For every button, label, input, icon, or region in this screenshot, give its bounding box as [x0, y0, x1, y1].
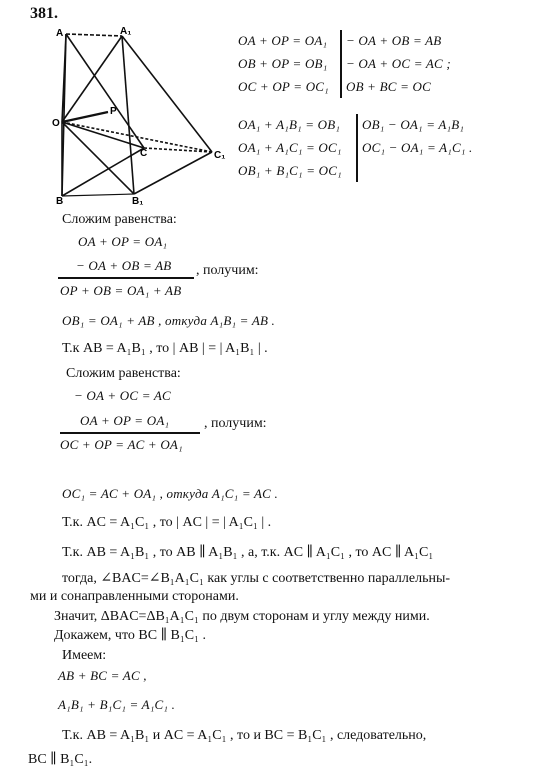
line-tk-1: Т.к AB = A₁B₁ , то | AB | = | A₁B₁ | . — [62, 341, 268, 356]
label-C: C — [140, 148, 148, 159]
mid-right-eq-1: OB₁ − OA₁ = A₁B₁ — [362, 117, 465, 132]
line-oc1: OC₁ = AC + OA₁ , откуда A₁C₁ = AC . — [62, 486, 278, 501]
line-znachit: Значит, ΔBAC=ΔB₁A₁C₁ по двум сторонам и углу между ними. — [54, 609, 430, 624]
label-C1: C₁ — [214, 150, 226, 161]
line-togda-1: тогда, ∠BAC=∠B₁A₁C₁ как углы с соответственно параллельны- — [62, 571, 451, 586]
add2-eq-2: OA + OP = OA₁ — [80, 413, 170, 428]
top-system-bar — [340, 30, 342, 98]
mid-system-bar — [356, 114, 358, 182]
add2-suffix: , получим: — [204, 416, 267, 431]
add1-suffix: , получим: — [196, 263, 259, 278]
line-final-2: BC ∥ B₁C₁. — [28, 752, 93, 767]
add2-sum-line — [60, 432, 200, 434]
add1-eq-2: − OA + OB = AB — [76, 258, 172, 273]
line-imeem: Имеем: — [62, 648, 107, 663]
label-B1: B₁ — [132, 196, 144, 207]
add1-eq-1: OA + OP = OA₁ — [78, 234, 168, 249]
line-ob1: OB₁ = OA₁ + AB , откуда A₁B₁ = AB . — [62, 313, 276, 328]
line-tk-3: Т.к. AB = A₁B₁ , то AB ∥ A₁B₁ , а, т.к. AC ∥ A₁C₁ , то AC ∥ A₁C₁ — [62, 545, 434, 560]
top-left-eq-1: OA + OP = OA₁ — [238, 33, 328, 48]
line-sum-1: AB + BC = AC , — [58, 668, 147, 683]
top-right-eq-1: − OA + OB = AB — [346, 33, 442, 48]
top-left-eq-3: OC + OP = OC₁ — [238, 79, 329, 94]
add1-result: OP + OB = OA₁ + AB — [60, 283, 182, 298]
mid-left-eq-3: OB₁ + B₁C₁ = OC₁ — [238, 163, 342, 178]
label-B: B — [56, 196, 64, 207]
line-tk-2: Т.к. AC = A₁C₁ , то | AC | = | A₁C₁ | . — [62, 515, 272, 530]
geometry-figure — [52, 24, 252, 214]
problem-number: 381. — [30, 5, 58, 22]
mid-left-eq-2: OA₁ + A₁C₁ = OC₁ — [238, 140, 342, 155]
top-left-eq-2: OB + OP = OB₁ — [238, 56, 328, 71]
mid-right-eq-2: OC₁ − OA₁ = A₁C₁ . — [362, 140, 473, 155]
mid-left-eq-1: OA₁ + A₁B₁ = OB₁ — [238, 117, 341, 132]
add1-sum-line — [58, 277, 194, 279]
add2-eq-1: − OA + OC = AC — [74, 388, 171, 403]
line-final-1: Т.к. AB = A₁B₁ и AC = A₁C₁ , то и BC = B₁C₁ , следовательно, — [62, 728, 427, 743]
add1-title: Сложим равенства: — [62, 212, 177, 227]
line-togda-2: ми и сонаправленными сторонами. — [30, 589, 239, 604]
label-A: A — [56, 28, 64, 39]
line-dokazhem: Докажем, что BC ∥ B₁C₁ . — [54, 628, 206, 643]
label-P: P — [110, 106, 117, 117]
add2-result: OC + OP = AC + OA₁ — [60, 437, 183, 452]
line-sum-2: A₁B₁ + B₁C₁ = A₁C₁ . — [58, 697, 176, 712]
label-A1: A₁ — [120, 26, 132, 37]
top-right-eq-3: OB + BC = OC — [346, 79, 431, 94]
label-O: O — [52, 118, 60, 129]
add2-title: Сложим равенства: — [66, 366, 181, 381]
top-right-eq-2: − OA + OC = AC ; — [346, 56, 451, 71]
